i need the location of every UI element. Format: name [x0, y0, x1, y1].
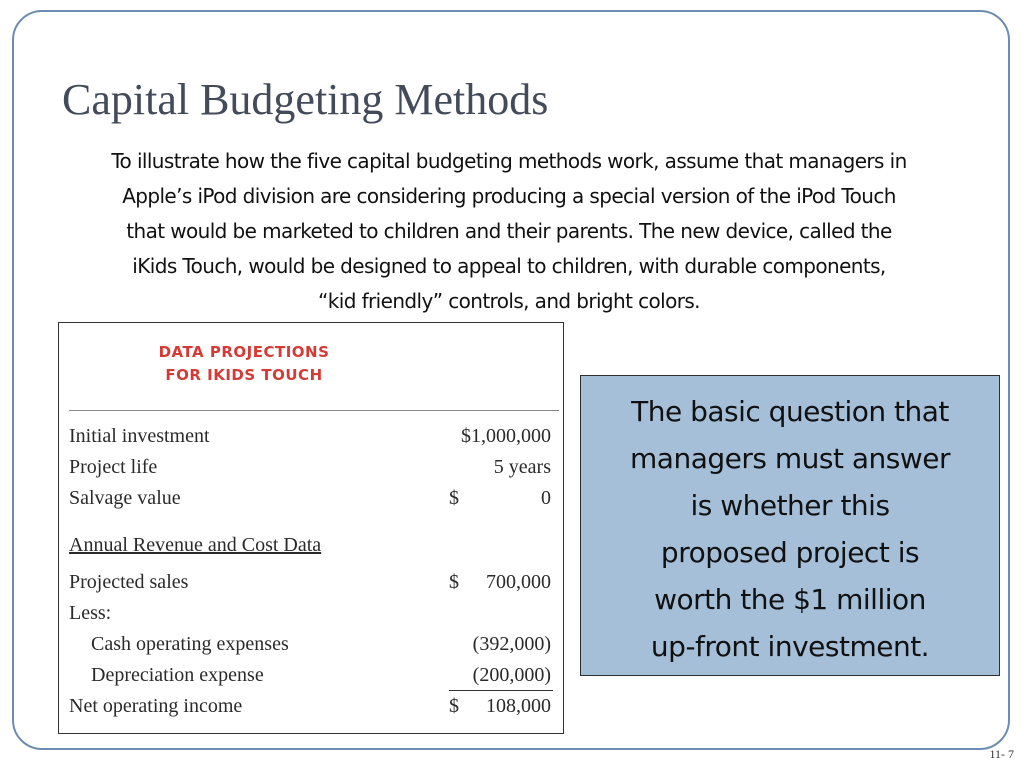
table-row — [69, 602, 551, 632]
callout-line: proposed project is — [660, 536, 920, 569]
row-label: Net operating income — [69, 695, 243, 717]
callout-line: The basic question that — [631, 395, 949, 428]
row-value: (392,000) — [472, 633, 551, 655]
intro-line: “kid friendly” controls, and bright colors. — [318, 289, 700, 313]
table-row — [69, 456, 551, 486]
row-value: 108,000 — [486, 695, 551, 717]
callout-box — [580, 375, 1000, 676]
row-value: $1,000,000 — [461, 425, 551, 447]
table-row — [69, 695, 551, 725]
row-value: 5 years — [493, 456, 551, 478]
slide-title: Capital Budgeting Methods — [62, 75, 549, 124]
table-row — [69, 425, 551, 455]
section-label: Annual Revenue and Cost Data — [69, 534, 322, 556]
heading-divider — [69, 410, 559, 411]
sum-divider — [449, 690, 553, 691]
row-label: Depreciation expense — [91, 664, 264, 686]
row-label: Cash operating expenses — [91, 633, 289, 655]
row-currency: $ — [449, 695, 459, 717]
table-heading-line: FOR IKIDS TOUCH — [165, 366, 323, 384]
data-projections-table — [58, 322, 564, 734]
row-currency: $ — [449, 571, 459, 593]
table-row — [69, 571, 551, 601]
row-label: Project life — [69, 456, 158, 478]
table-section-header — [69, 534, 551, 564]
intro-line: To illustrate how the five capital budgeting methods work, assume that managers in — [111, 149, 907, 173]
row-value: 700,000 — [486, 571, 551, 593]
intro-line: Apple’s iPod division are considering producing a special version of the iPod Touch — [122, 184, 896, 208]
slide-number: 11- 7 — [989, 747, 1014, 761]
row-value: 0 — [541, 487, 551, 509]
row-currency: $ — [449, 487, 459, 509]
row-label: Salvage value — [69, 487, 181, 509]
callout-line: up-front investment. — [650, 630, 930, 663]
callout-line: worth the $1 million — [654, 583, 926, 616]
callout-line: is whether this — [690, 489, 890, 522]
row-label: Less: — [69, 602, 112, 624]
table-heading — [59, 341, 429, 387]
intro-line: that would be marketed to children and their parents. The new device, called the — [126, 219, 892, 243]
table-heading-line: DATA PROJECTIONS — [158, 343, 330, 361]
callout-line: managers must answer — [630, 442, 950, 475]
row-label: Projected sales — [69, 571, 189, 593]
row-value: (200,000) — [472, 664, 551, 686]
intro-paragraph — [24, 144, 994, 319]
table-row — [69, 633, 551, 663]
row-label: Initial investment — [69, 425, 210, 447]
table-row — [69, 487, 551, 517]
intro-line: iKids Touch, would be designed to appeal to children, with durable components, — [132, 254, 886, 278]
